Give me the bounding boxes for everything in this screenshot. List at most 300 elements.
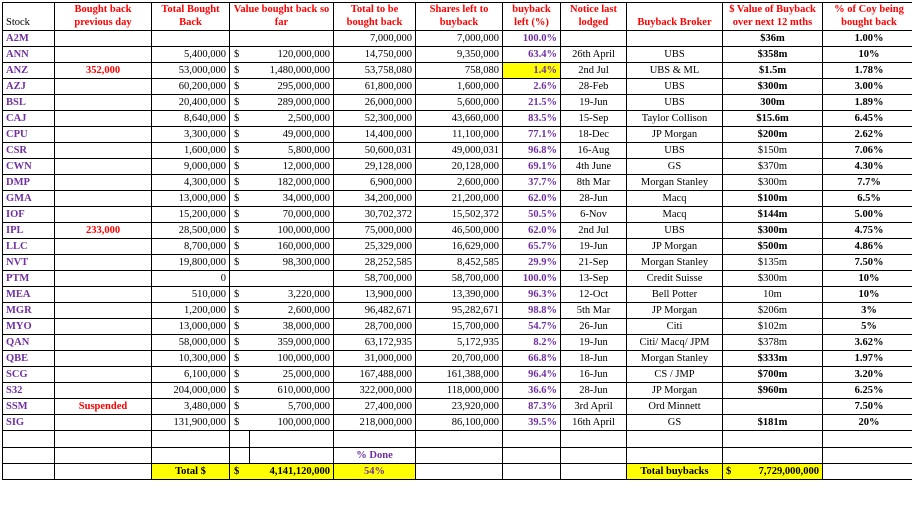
broker-cell: Morgan Stanley	[627, 351, 723, 367]
buyback-left-pct-cell: 21.5%	[503, 95, 561, 111]
broker-cell: GS	[627, 415, 723, 431]
stock-cell: IPL	[3, 223, 55, 239]
value-12m-cell: 10m	[723, 287, 823, 303]
value-12m-cell: $144m	[723, 207, 823, 223]
dollar-sign-cell: $	[230, 95, 250, 111]
pct-coy-cell: 3%	[823, 303, 912, 319]
total-bought-cell: 15,200,000	[152, 207, 230, 223]
table-row	[3, 159, 912, 175]
pct-coy-cell: 20%	[823, 415, 912, 431]
stock-cell: ANZ	[3, 63, 55, 79]
buyback-left-pct-cell: 65.7%	[503, 239, 561, 255]
total-to-be-cell: 34,200,000	[334, 191, 416, 207]
notice-cell: 16-Aug	[561, 143, 627, 159]
dollar-sign-cell: $	[230, 367, 250, 383]
notice-cell: 26-Jun	[561, 319, 627, 335]
broker-cell: UBS & ML	[627, 63, 723, 79]
buyback-left-pct-cell: 100.0%	[503, 31, 561, 47]
total-to-be-cell: 28,252,585	[334, 255, 416, 271]
table-row	[3, 287, 912, 303]
value-so-far-cell: 2,500,000	[250, 111, 334, 127]
notice-cell: 8th Mar	[561, 175, 627, 191]
table-row	[3, 271, 912, 287]
table-row	[3, 319, 912, 335]
value-so-far-cell: 120,000,000	[250, 47, 334, 63]
notice-cell: 5th Mar	[561, 303, 627, 319]
value-so-far-cell: 100,000,000	[250, 223, 334, 239]
total-bought-cell: 510,000	[152, 287, 230, 303]
pct-coy-cell: 10%	[823, 287, 912, 303]
table-row	[3, 351, 912, 367]
broker-cell: Credit Suisse	[627, 271, 723, 287]
shares-left-cell: 11,100,000	[416, 127, 503, 143]
pct-coy-cell: 5%	[823, 319, 912, 335]
header-row	[3, 3, 912, 31]
value-so-far-cell: 610,000,000	[250, 383, 334, 399]
dollar-sign-cell: $	[230, 47, 250, 63]
stock-cell: SSM	[3, 399, 55, 415]
total-bought-cell: 3,480,000	[152, 399, 230, 415]
bought-prev-cell	[55, 127, 152, 143]
total-dollar-sign: $	[230, 464, 250, 480]
value-so-far-cell: 70,000,000	[250, 207, 334, 223]
bought-prev-cell	[55, 175, 152, 191]
total-bought-cell: 13,000,000	[152, 319, 230, 335]
total-bought-cell: 6,100,000	[152, 367, 230, 383]
value-so-far-cell: 34,000,000	[250, 191, 334, 207]
table-row	[3, 383, 912, 399]
buyback-left-pct-cell: 83.5%	[503, 111, 561, 127]
shares-left-cell: 20,128,000	[416, 159, 503, 175]
shares-left-cell: 15,502,372	[416, 207, 503, 223]
value-12m-cell	[723, 399, 823, 415]
shares-left-cell: 161,388,000	[416, 367, 503, 383]
value-12m-cell: $300m	[723, 271, 823, 287]
total-bought-cell: 4,300,000	[152, 175, 230, 191]
notice-cell: 28-Jun	[561, 383, 627, 399]
total-to-be-cell: 61,800,000	[334, 79, 416, 95]
pct-coy-cell: 7.50%	[823, 255, 912, 271]
notice-cell: 18-Jun	[561, 351, 627, 367]
value-12m-cell: $200m	[723, 127, 823, 143]
value-so-far-cell: 25,000,000	[250, 367, 334, 383]
value-12m-cell: 300m	[723, 95, 823, 111]
notice-cell: 26th April	[561, 47, 627, 63]
value-12m-cell: $135m	[723, 255, 823, 271]
pct-coy-cell: 6.25%	[823, 383, 912, 399]
pct-coy-cell: 4.30%	[823, 159, 912, 175]
dollar-sign-cell	[230, 271, 250, 287]
table-row	[3, 223, 912, 239]
notice-cell	[561, 31, 627, 47]
value-12m-cell: $358m	[723, 47, 823, 63]
value-12m-cell: $378m	[723, 335, 823, 351]
total-buybacks-label: Total buybacks	[627, 464, 723, 480]
pct-coy-cell: 10%	[823, 47, 912, 63]
value-12m-cell: $150m	[723, 143, 823, 159]
total-to-be-cell: 28,700,000	[334, 319, 416, 335]
value-so-far-cell: 359,000,000	[250, 335, 334, 351]
stock-cell: A2M	[3, 31, 55, 47]
dollar-sign-cell: $	[230, 143, 250, 159]
table-row	[3, 111, 912, 127]
dollar-sign-cell: $	[230, 415, 250, 431]
value-12m-cell: $206m	[723, 303, 823, 319]
bought-prev-cell: 233,000	[55, 223, 152, 239]
dollar-sign-cell: $	[230, 319, 250, 335]
value-so-far-cell: 12,000,000	[250, 159, 334, 175]
shares-left-cell: 7,000,000	[416, 31, 503, 47]
header-value-12m: $ Value of Buyback over next 12 mths	[723, 3, 823, 31]
dollar-sign-cell: $	[230, 335, 250, 351]
table-row	[3, 31, 912, 47]
stock-cell: NVT	[3, 255, 55, 271]
stock-cell: QAN	[3, 335, 55, 351]
pct-coy-cell: 2.62%	[823, 127, 912, 143]
shares-left-cell: 5,172,935	[416, 335, 503, 351]
shares-left-cell: 15,700,000	[416, 319, 503, 335]
broker-cell: Macq	[627, 207, 723, 223]
stock-cell: AZJ	[3, 79, 55, 95]
table-row	[3, 127, 912, 143]
pct-coy-cell: 1.97%	[823, 351, 912, 367]
broker-cell: UBS	[627, 47, 723, 63]
stock-cell: IOF	[3, 207, 55, 223]
shares-left-cell: 16,629,000	[416, 239, 503, 255]
shares-left-cell: 21,200,000	[416, 191, 503, 207]
pct-coy-cell: 4.75%	[823, 223, 912, 239]
notice-cell: 19-Jun	[561, 95, 627, 111]
broker-cell: Ord Minnett	[627, 399, 723, 415]
dollar-sign-cell: $	[230, 351, 250, 367]
table-row	[3, 399, 912, 415]
bought-prev-cell	[55, 95, 152, 111]
shares-left-cell: 46,500,000	[416, 223, 503, 239]
total-to-be-cell: 322,000,000	[334, 383, 416, 399]
total-to-be-cell: 63,172,935	[334, 335, 416, 351]
dollar-sign-cell: $	[230, 191, 250, 207]
broker-cell: Taylor Collison	[627, 111, 723, 127]
pct-coy-cell: 5.00%	[823, 207, 912, 223]
buyback-left-pct-cell: 39.5%	[503, 415, 561, 431]
buyback-left-pct-cell: 100.0%	[503, 271, 561, 287]
total-bought-cell: 204,000,000	[152, 383, 230, 399]
value-so-far-cell: 182,000,000	[250, 175, 334, 191]
total-to-be-cell: 58,700,000	[334, 271, 416, 287]
stock-cell: MYO	[3, 319, 55, 335]
footer-row-1	[3, 448, 912, 464]
buyback-left-pct-cell: 8.2%	[503, 335, 561, 351]
shares-left-cell: 86,100,000	[416, 415, 503, 431]
total-to-be-cell: 75,000,000	[334, 223, 416, 239]
dollar-sign-cell: $	[230, 287, 250, 303]
buyback-left-pct-cell: 77.1%	[503, 127, 561, 143]
total-bought-cell: 5,400,000	[152, 47, 230, 63]
pct-coy-cell: 7.06%	[823, 143, 912, 159]
buyback-left-pct-cell: 96.4%	[503, 367, 561, 383]
value-12m-cell: $333m	[723, 351, 823, 367]
buyback-table	[2, 2, 912, 480]
total-bought-cell: 19,800,000	[152, 255, 230, 271]
table-row	[3, 415, 912, 431]
bought-prev-cell	[55, 47, 152, 63]
pct-coy-cell: 1.89%	[823, 95, 912, 111]
dollar-sign-cell: $	[230, 207, 250, 223]
total-bought-cell: 8,640,000	[152, 111, 230, 127]
stock-cell: ANN	[3, 47, 55, 63]
total-bought-cell: 0	[152, 271, 230, 287]
bought-prev-cell	[55, 287, 152, 303]
buyback-left-pct-cell: 1.4%	[503, 63, 561, 79]
table-row	[3, 335, 912, 351]
buyback-left-pct-cell: 62.0%	[503, 223, 561, 239]
value-12m-cell: $500m	[723, 239, 823, 255]
total-bought-cell: 1,600,000	[152, 143, 230, 159]
pct-coy-cell: 7.50%	[823, 399, 912, 415]
shares-left-cell: 5,600,000	[416, 95, 503, 111]
broker-cell: Bell Potter	[627, 287, 723, 303]
total-bought-cell: 3,300,000	[152, 127, 230, 143]
stock-cell: MEA	[3, 287, 55, 303]
header-broker: Buyback Broker	[627, 3, 723, 31]
notice-cell: 19-Jun	[561, 335, 627, 351]
value-12m-cell: $300m	[723, 223, 823, 239]
notice-cell: 4th June	[561, 159, 627, 175]
value-12m-cell: $36m	[723, 31, 823, 47]
shares-left-cell: 95,282,671	[416, 303, 503, 319]
dollar-sign-cell: $	[230, 63, 250, 79]
shares-left-cell: 49,000,031	[416, 143, 503, 159]
bought-prev-cell	[55, 159, 152, 175]
broker-cell: Macq	[627, 191, 723, 207]
buyback-left-pct-cell: 96.3%	[503, 287, 561, 303]
shares-left-cell: 758,080	[416, 63, 503, 79]
table-row	[3, 255, 912, 271]
bought-prev-cell	[55, 303, 152, 319]
header-pct-coy: % of Coy being bought back	[823, 3, 912, 31]
notice-cell: 18-Dec	[561, 127, 627, 143]
broker-cell: JP Morgan	[627, 239, 723, 255]
shares-left-cell: 2,600,000	[416, 175, 503, 191]
pct-coy-cell: 3.62%	[823, 335, 912, 351]
total-buybacks-amount: 7,729,000,000	[759, 464, 819, 479]
total-bought-cell: 131,900,000	[152, 415, 230, 431]
bought-prev-cell	[55, 111, 152, 127]
total-bought-cell: 28,500,000	[152, 223, 230, 239]
value-so-far-cell: 100,000,000	[250, 351, 334, 367]
total-value: 4,141,120,000	[250, 464, 334, 480]
notice-cell: 13-Sep	[561, 271, 627, 287]
table-row	[3, 239, 912, 255]
stock-cell: BSL	[3, 95, 55, 111]
value-12m-cell: $370m	[723, 159, 823, 175]
pct-done-value: 54%	[334, 464, 416, 480]
broker-cell: UBS	[627, 79, 723, 95]
dollar-sign-cell	[230, 31, 250, 47]
total-buybacks-dollar: $	[726, 464, 731, 479]
bought-prev-cell	[55, 239, 152, 255]
dollar-sign-cell: $	[230, 399, 250, 415]
bought-prev-cell: Suspended	[55, 399, 152, 415]
notice-cell: 16-Jun	[561, 367, 627, 383]
shares-left-cell: 13,390,000	[416, 287, 503, 303]
value-so-far-cell: 100,000,000	[250, 415, 334, 431]
value-12m-cell: $300m	[723, 175, 823, 191]
total-to-be-cell: 218,000,000	[334, 415, 416, 431]
bought-prev-cell	[55, 335, 152, 351]
stock-cell: QBE	[3, 351, 55, 367]
notice-cell: 3rd April	[561, 399, 627, 415]
bought-prev-cell	[55, 271, 152, 287]
total-bought-cell: 53,000,000	[152, 63, 230, 79]
broker-cell: UBS	[627, 223, 723, 239]
total-to-be-cell: 53,758,080	[334, 63, 416, 79]
total-bought-cell: 13,000,000	[152, 191, 230, 207]
total-bought-cell: 58,000,000	[152, 335, 230, 351]
shares-left-cell: 118,000,000	[416, 383, 503, 399]
header-total-to-be: Total to be bought back	[334, 3, 416, 31]
buyback-left-pct-cell: 96.8%	[503, 143, 561, 159]
header-stock: Stock	[3, 3, 55, 31]
pct-coy-cell: 1.00%	[823, 31, 912, 47]
bought-prev-cell	[55, 31, 152, 47]
notice-cell: 19-Jun	[561, 239, 627, 255]
total-bought-cell: 60,200,000	[152, 79, 230, 95]
bought-prev-cell	[55, 191, 152, 207]
broker-cell: JP Morgan	[627, 127, 723, 143]
shares-left-cell: 43,660,000	[416, 111, 503, 127]
total-to-be-cell: 7,000,000	[334, 31, 416, 47]
value-so-far-cell	[250, 271, 334, 287]
header-bought-prev: Bought back previous day	[55, 3, 152, 31]
buyback-left-pct-cell: 98.8%	[503, 303, 561, 319]
buyback-left-pct-cell: 2.6%	[503, 79, 561, 95]
pct-coy-cell: 4.86%	[823, 239, 912, 255]
dollar-sign-cell: $	[230, 159, 250, 175]
table-row	[3, 47, 912, 63]
header-total-bought: Total Bought Back	[152, 3, 230, 31]
total-to-be-cell: 30,702,372	[334, 207, 416, 223]
dollar-sign-cell: $	[230, 175, 250, 191]
stock-cell: DMP	[3, 175, 55, 191]
dollar-sign-cell: $	[230, 223, 250, 239]
bought-prev-cell: 352,000	[55, 63, 152, 79]
bought-prev-cell	[55, 143, 152, 159]
pct-coy-cell: 7.7%	[823, 175, 912, 191]
value-12m-cell: $100m	[723, 191, 823, 207]
buyback-left-pct-cell: 37.7%	[503, 175, 561, 191]
total-to-be-cell: 31,000,000	[334, 351, 416, 367]
value-12m-cell: $102m	[723, 319, 823, 335]
stock-cell: LLC	[3, 239, 55, 255]
total-to-be-cell: 13,900,000	[334, 287, 416, 303]
value-12m-cell: $300m	[723, 79, 823, 95]
broker-cell: CS / JMP	[627, 367, 723, 383]
header-shares-left: Shares left to buyback	[416, 3, 503, 31]
notice-cell: 6-Nov	[561, 207, 627, 223]
buyback-left-pct-cell: 36.6%	[503, 383, 561, 399]
broker-cell: Morgan Stanley	[627, 255, 723, 271]
shares-left-cell: 1,600,000	[416, 79, 503, 95]
pct-coy-cell: 1.78%	[823, 63, 912, 79]
total-to-be-cell: 29,128,000	[334, 159, 416, 175]
total-to-be-cell: 14,400,000	[334, 127, 416, 143]
total-buybacks-value	[723, 464, 823, 480]
shares-left-cell: 20,700,000	[416, 351, 503, 367]
total-to-be-cell: 50,600,031	[334, 143, 416, 159]
blank-row	[3, 431, 912, 448]
stock-cell: CPU	[3, 127, 55, 143]
dollar-sign-cell: $	[230, 127, 250, 143]
shares-left-cell: 8,452,585	[416, 255, 503, 271]
value-so-far-cell: 2,600,000	[250, 303, 334, 319]
buyback-left-pct-cell: 63.4%	[503, 47, 561, 63]
dollar-sign-cell: $	[230, 79, 250, 95]
notice-cell: 15-Sep	[561, 111, 627, 127]
value-12m-cell: $15.6m	[723, 111, 823, 127]
total-to-be-cell: 27,400,000	[334, 399, 416, 415]
value-so-far-cell: 1,480,000,000	[250, 63, 334, 79]
value-12m-cell: $960m	[723, 383, 823, 399]
value-so-far-cell: 49,000,000	[250, 127, 334, 143]
table-row	[3, 63, 912, 79]
broker-cell: JP Morgan	[627, 303, 723, 319]
total-bought-cell: 9,000,000	[152, 159, 230, 175]
bought-prev-cell	[55, 255, 152, 271]
broker-cell: Citi/ Macq/ JPM	[627, 335, 723, 351]
shares-left-cell: 9,350,000	[416, 47, 503, 63]
dollar-sign-cell: $	[230, 111, 250, 127]
header-buyback-left-pct: buyback left (%)	[503, 3, 561, 31]
header-notice: Notice last lodged	[561, 3, 627, 31]
pct-coy-cell: 6.45%	[823, 111, 912, 127]
stock-cell: CAJ	[3, 111, 55, 127]
value-so-far-cell	[250, 31, 334, 47]
dollar-sign-cell: $	[230, 383, 250, 399]
total-to-be-cell: 52,300,000	[334, 111, 416, 127]
dollar-sign-cell: $	[230, 239, 250, 255]
total-bought-cell: 10,300,000	[152, 351, 230, 367]
total-bought-cell	[152, 31, 230, 47]
total-label: Total $	[152, 464, 230, 480]
notice-cell: 2nd Jul	[561, 63, 627, 79]
broker-cell: Citi	[627, 319, 723, 335]
value-so-far-cell: 3,220,000	[250, 287, 334, 303]
bought-prev-cell	[55, 319, 152, 335]
total-bought-cell: 8,700,000	[152, 239, 230, 255]
notice-cell: 16th April	[561, 415, 627, 431]
table-row	[3, 191, 912, 207]
bought-prev-cell	[55, 207, 152, 223]
pct-coy-cell: 3.20%	[823, 367, 912, 383]
dollar-sign-cell: $	[230, 255, 250, 271]
stock-cell: CWN	[3, 159, 55, 175]
buyback-left-pct-cell: 62.0%	[503, 191, 561, 207]
broker-cell: UBS	[627, 143, 723, 159]
shares-left-cell: 23,920,000	[416, 399, 503, 415]
table-row	[3, 79, 912, 95]
table-row	[3, 143, 912, 159]
value-so-far-cell: 160,000,000	[250, 239, 334, 255]
notice-cell: 2nd Jul	[561, 223, 627, 239]
broker-cell: Morgan Stanley	[627, 175, 723, 191]
total-to-be-cell: 167,488,000	[334, 367, 416, 383]
buyback-left-pct-cell: 50.5%	[503, 207, 561, 223]
value-so-far-cell: 5,700,000	[250, 399, 334, 415]
table-row	[3, 367, 912, 383]
stock-cell: S32	[3, 383, 55, 399]
buyback-left-pct-cell: 66.8%	[503, 351, 561, 367]
